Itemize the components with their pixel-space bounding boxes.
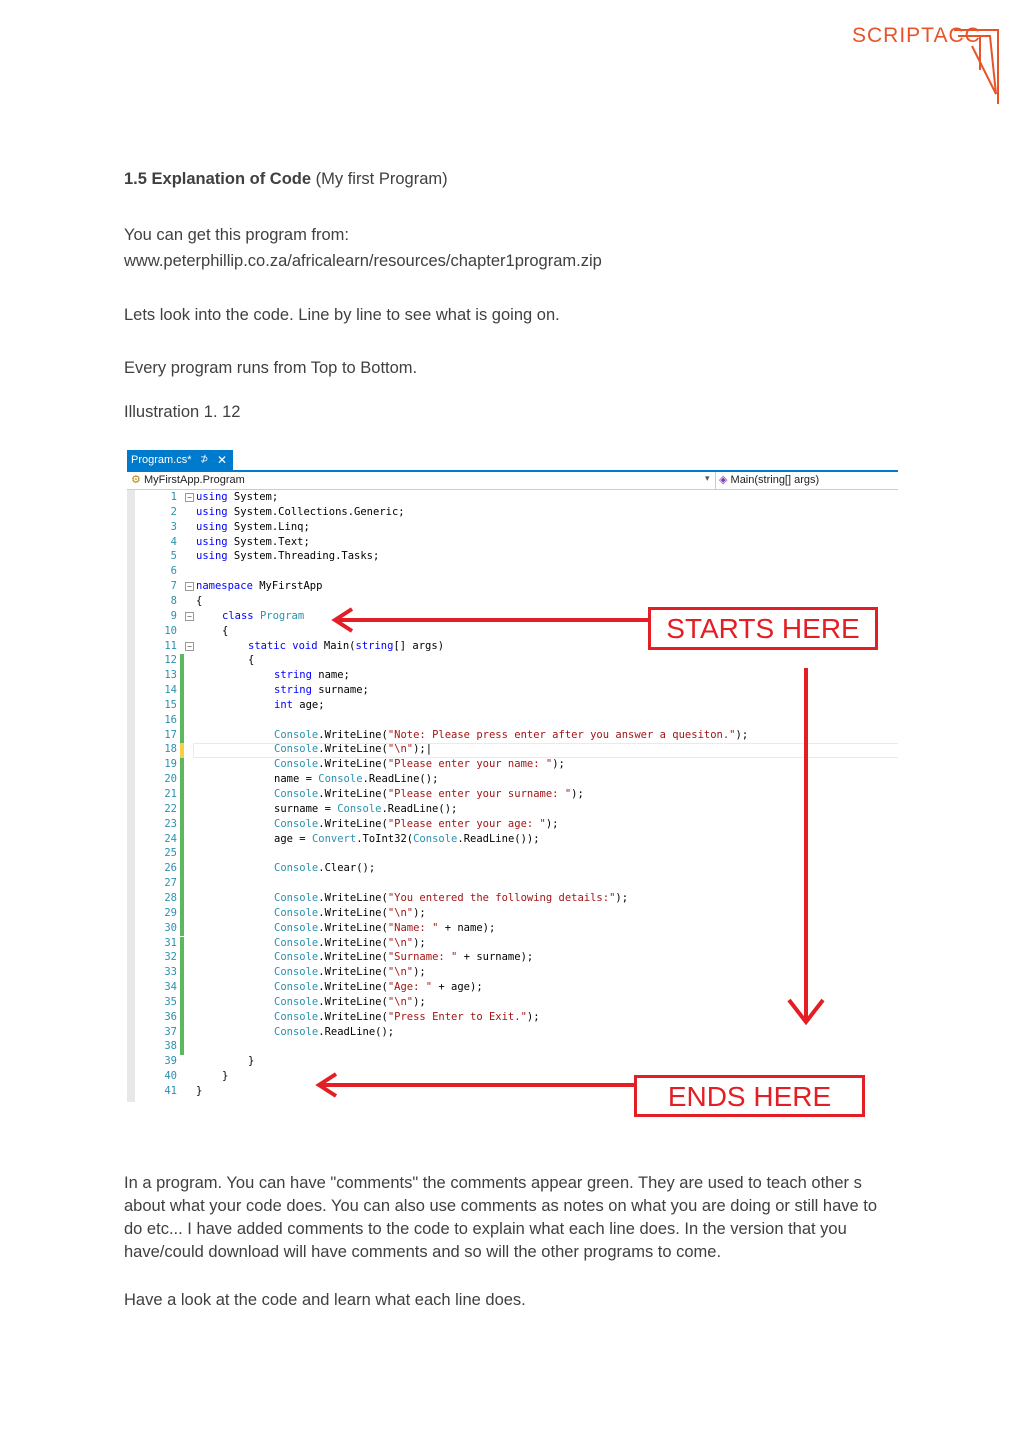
line-number: 14 <box>164 684 177 697</box>
chevron-down-icon[interactable]: ▾ <box>705 473 710 483</box>
line-number: 28 <box>164 891 177 904</box>
line-number: 33 <box>164 966 177 979</box>
code-token: + age); <box>432 981 483 994</box>
closing-paragraph: Have a look at the code and learn what each line does. <box>124 1291 526 1309</box>
code-token: .WriteLine( <box>318 906 388 919</box>
code-token: ); <box>413 936 426 949</box>
type-token: Console <box>274 862 319 875</box>
line-number: 12 <box>164 654 177 667</box>
code-token: { <box>222 624 229 637</box>
member-dropdown-label: Main(string[] args) <box>730 474 820 486</box>
line-number: 2 <box>170 505 177 518</box>
code-token: ); <box>571 788 584 800</box>
code-token: surname = <box>274 802 338 815</box>
section-heading-bold: 1.5 Explanation of Code <box>124 170 312 188</box>
line-number: 39 <box>164 1055 177 1068</box>
keyword-token: static <box>248 639 286 652</box>
line-number: 3 <box>170 520 177 533</box>
ends-here-callout: ENDS HERE <box>634 1075 865 1117</box>
section-heading-rest: (My first Program) <box>311 170 448 188</box>
code-token: System.Collections.Generic; <box>227 505 405 518</box>
line-number: 5 <box>170 550 177 563</box>
collapse-icon[interactable]: − <box>185 612 194 621</box>
line-number: 10 <box>164 624 177 637</box>
line-number: 9 <box>170 609 177 622</box>
line-number: 13 <box>164 669 177 682</box>
code-token: .WriteLine( <box>318 966 388 979</box>
type-token: Console <box>274 758 319 771</box>
code-token: .ReadLine(); <box>318 1025 395 1038</box>
string-token: "Press Enter to Exit." <box>387 1010 527 1023</box>
code-token: .WriteLine( <box>318 728 388 741</box>
string-token: "\n" <box>387 743 414 756</box>
string-token: "Age: " <box>387 981 433 994</box>
code-token: ); <box>735 728 749 741</box>
line-number: 32 <box>164 951 177 964</box>
type-token: Console <box>274 966 319 979</box>
line-number: 16 <box>164 713 177 726</box>
type-token: Convert <box>311 832 357 845</box>
code-token: ); <box>413 966 426 979</box>
keyword-token: string <box>355 639 394 652</box>
code-token: ); <box>413 995 426 1008</box>
code-token: );| <box>413 743 433 756</box>
type-token: Console <box>413 832 458 845</box>
code-token: } <box>222 1070 229 1083</box>
string-token: "Surname: " <box>387 951 458 964</box>
line-number: 8 <box>170 594 177 607</box>
pin-icon[interactable]: ⊅ <box>200 454 209 465</box>
line-number: 17 <box>164 728 177 741</box>
type-token: Console <box>274 921 319 934</box>
string-token: "Note: Please press enter after you answer a quesiton." <box>387 728 736 741</box>
line-number: 25 <box>164 847 177 860</box>
code-token: System.Text; <box>227 535 310 548</box>
keyword-token: using <box>196 520 228 533</box>
line-number: 11 <box>164 639 177 652</box>
code-token: surname; <box>311 684 369 697</box>
code-token: } <box>196 1085 203 1097</box>
code-token: .WriteLine( <box>318 951 388 964</box>
line-number: 26 <box>164 862 177 875</box>
keyword-token: void <box>292 639 318 652</box>
code-token: { <box>196 594 203 607</box>
close-icon[interactable]: ✕ <box>217 453 228 467</box>
code-token: .WriteLine( <box>318 743 388 756</box>
collapse-icon[interactable]: − <box>185 493 194 502</box>
code-token: age = <box>274 832 312 845</box>
code-token: .WriteLine( <box>318 788 388 800</box>
code-token: .WriteLine( <box>318 817 388 830</box>
line-number: 37 <box>164 1025 177 1038</box>
line-number: 23 <box>164 817 177 830</box>
line-number: 27 <box>164 877 177 890</box>
type-token: Program <box>259 609 305 622</box>
code-token: System.Threading.Tasks; <box>227 550 380 563</box>
code-token: name = <box>274 773 319 786</box>
type-token: Console <box>318 773 363 786</box>
code-token: + name); <box>438 921 496 934</box>
keyword-token: using <box>196 505 228 518</box>
code-token: .WriteLine( <box>318 936 388 949</box>
class-icon: ⚙ <box>131 474 141 486</box>
runs-paragraph: Every program runs from Top to Bottom. <box>124 359 418 377</box>
type-token: Console <box>274 906 319 919</box>
line-number: 19 <box>164 758 177 771</box>
string-token: "Please enter your age: " <box>387 817 546 830</box>
code-token: .Clear(); <box>318 862 376 875</box>
line-number: 7 <box>170 580 177 593</box>
code-token: .WriteLine( <box>318 981 388 994</box>
keyword-token: using <box>196 491 228 503</box>
starts-here-callout: STARTS HERE <box>648 607 878 650</box>
keyword-token: string <box>274 684 312 697</box>
line-number: 4 <box>170 535 177 548</box>
keyword-token: using <box>196 550 228 563</box>
type-token: Console <box>274 1010 319 1023</box>
code-token: Main( <box>317 639 356 652</box>
code-token: ); <box>526 1010 540 1023</box>
code-token: name; <box>311 669 350 682</box>
class-dropdown-label: MyFirstApp.Program <box>143 474 245 486</box>
code-token: age; <box>292 698 325 711</box>
string-token: "Please enter your surname: " <box>387 788 572 800</box>
code-token: .WriteLine( <box>318 1010 388 1023</box>
code-token: ); <box>545 817 559 830</box>
code-token: .WriteLine( <box>318 921 388 934</box>
type-token: Console <box>274 936 319 949</box>
string-token: "\n" <box>387 936 414 949</box>
string-token: "Please enter your name: " <box>387 758 553 771</box>
code-token: .ReadLine(); <box>381 802 458 815</box>
string-token: "\n" <box>387 966 414 979</box>
type-token: Console <box>274 728 319 741</box>
type-token: Console <box>274 1025 319 1038</box>
code-token: System.Linq; <box>227 520 310 533</box>
type-token: Console <box>274 817 319 830</box>
line-number: 18 <box>164 743 177 756</box>
code-token: .WriteLine( <box>318 891 388 904</box>
collapse-icon[interactable]: − <box>185 582 194 591</box>
line-number: 36 <box>164 1010 177 1023</box>
string-token: "You entered the following details:" <box>387 891 616 904</box>
code-token: { <box>248 654 255 667</box>
type-token: Console <box>274 995 319 1008</box>
code-token: + surname); <box>457 951 534 964</box>
keyword-token: using <box>196 535 228 548</box>
line-number: 6 <box>170 565 177 578</box>
type-token: Console <box>274 788 319 800</box>
type-token: Console <box>274 981 319 994</box>
code-token: [] args) <box>393 639 445 652</box>
intro-line-1: You can get this program from: <box>124 226 350 244</box>
line-number: 35 <box>164 995 177 1008</box>
code-token: .ReadLine()); <box>457 832 540 845</box>
type-token: Console <box>274 743 319 756</box>
keyword-token: int <box>274 698 293 711</box>
line-number: 21 <box>164 788 177 800</box>
type-token: Console <box>337 802 382 815</box>
keyword-token: namespace <box>196 580 253 593</box>
method-icon: ◈ <box>719 474 728 486</box>
logo-text: SCRIPTACC <box>852 24 981 47</box>
line-number: 29 <box>164 906 177 919</box>
type-token: Console <box>274 951 319 964</box>
look-paragraph: Lets look into the code. Line by line to see what is going on. <box>124 306 560 324</box>
line-number: 22 <box>164 802 177 815</box>
code-token: MyFirstApp <box>252 580 323 593</box>
code-token: ); <box>615 891 629 904</box>
line-number: 34 <box>164 981 177 994</box>
keyword-token: class <box>222 609 254 622</box>
code-token: ); <box>552 758 565 771</box>
download-link[interactable]: www.peterphillip.co.za/africalearn/resources/chapter1program.zip <box>124 252 602 270</box>
line-number: 24 <box>164 832 177 845</box>
comments-paragraph: In a program. You can have "comments" the comments appear green. They are used to teach other s about what your code does. You can also use comments as notes on what you are doing or still have to do etc... I have added comments to the code to explain what each line does. In the version that you have/could download will have comments and so will the other programs to come. <box>124 1174 878 1261</box>
code-token: } <box>248 1055 255 1068</box>
line-number: 20 <box>164 773 177 786</box>
code-token: ); <box>413 906 426 919</box>
line-number: 41 <box>164 1085 177 1097</box>
tab-label: Program.cs* <box>131 454 192 466</box>
string-token: "Name: " <box>387 921 439 934</box>
type-token: Console <box>274 891 319 904</box>
string-token: "\n" <box>387 995 414 1008</box>
line-number: 40 <box>164 1070 177 1083</box>
line-number: 15 <box>164 698 177 711</box>
line-number: 31 <box>164 936 177 949</box>
code-token: .WriteLine( <box>318 758 388 771</box>
code-token: .ToInt32( <box>356 832 414 845</box>
code-token: .WriteLine( <box>318 995 388 1008</box>
code-token: .ReadLine(); <box>362 773 439 786</box>
illustration-caption: Illustration 1. 12 <box>124 403 241 421</box>
code-token: System; <box>227 491 279 503</box>
keyword-token: string <box>274 669 312 682</box>
line-number: 38 <box>164 1040 177 1053</box>
line-number: 30 <box>164 921 177 934</box>
line-number: 1 <box>170 491 177 503</box>
collapse-icon[interactable]: − <box>185 642 194 651</box>
string-token: "\n" <box>387 906 414 919</box>
